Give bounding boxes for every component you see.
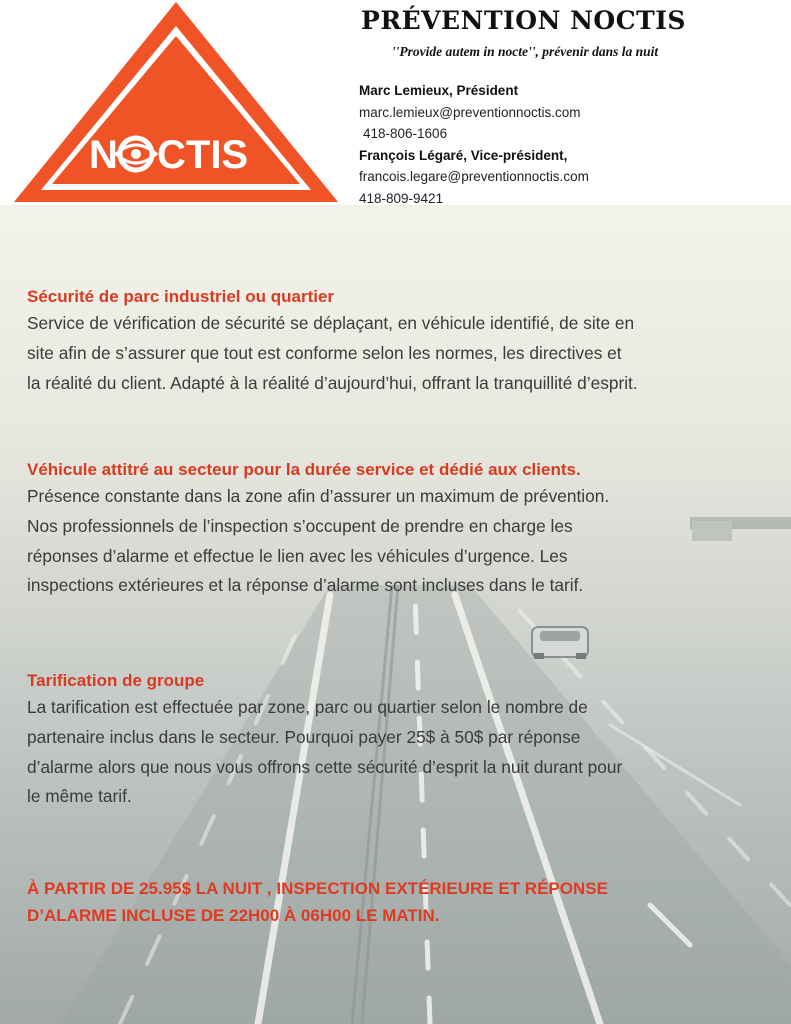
contact-email: marc.lemieux@preventionnoctis.com — [359, 104, 581, 120]
contact-phone: 418-809-9421 — [359, 190, 444, 206]
section-body — [27, 309, 638, 398]
svg-text:CTIS: CTIS — [157, 133, 249, 177]
section-body — [27, 482, 609, 601]
contact-block — [359, 80, 589, 209]
body-line: La tarification est effectuée par zone, parc ou quartier selon le nombre de — [27, 697, 588, 717]
noctis-logo — [10, 0, 342, 204]
body-line: partenaire inclus dans le secteur. Pourquoi payer 25$ à 50$ par réponse — [27, 726, 581, 747]
pricing-promo — [27, 875, 608, 929]
letterhead — [0, 0, 791, 205]
section-heading: Tarification de groupe — [27, 671, 205, 690]
body-line: d’alarme alors que nous vous offrons cette sécurité d’esprit la nuit durant pour — [27, 756, 623, 777]
promo-line: À PARTIR DE 25.95$ LA NUIT , INSPECTION EXTÉRIEURE ET RÉPONSE — [27, 879, 608, 898]
brand-title: PRÉVENTION NOCTIS — [361, 6, 686, 35]
contact-name: François Légaré, Vice-président, — [359, 147, 568, 163]
body-line: Nos professionnels de l’inspection s’occupent de prendre en charge les — [27, 515, 573, 536]
section-body — [27, 693, 622, 812]
service-section — [27, 458, 609, 601]
svg-text:N: N — [89, 133, 118, 177]
service-section — [27, 285, 638, 398]
contact-email: francois.legare@preventionnoctis.com — [359, 169, 589, 184]
section-heading: Véhicule attitré au secteur pour la durée service et dédié aux clients. — [27, 460, 581, 479]
promo-line: D’ALARME INCLUSE DE 22H00 À 06H00 LE MATIN. — [27, 906, 440, 925]
section-heading: Sécurité de parc industriel ou quartier — [27, 287, 335, 306]
body-line: réponses d’alarme et effectue le lien avec les véhicules d’urgence. Les — [27, 545, 568, 566]
brand-motto: ''Provide autem in nocte'', prévenir dans la nuit — [391, 44, 659, 59]
body-line: Service de vérification de sécurité se déplaçant, en véhicule identifié, de site en — [27, 313, 635, 333]
contact-phone: 418-806-1606 — [363, 126, 448, 141]
body-line: inspections extérieures et la réponse d’alarme sont incluses dans le tarif. — [27, 575, 584, 596]
body-line: site afin de s’assurer que tout est conforme selon les normes, les directives et — [27, 342, 622, 363]
body-line: la réalité du client. Adapté à la réalité d’aujourd’hui, offrant la tranquillité d’esprit. — [27, 372, 638, 393]
body-line: le même tarif. — [27, 786, 132, 807]
contact-name: Marc Lemieux, Président — [359, 83, 519, 98]
body-line: Présence constante dans la zone afin d’assurer un maximum de prévention. — [27, 486, 610, 506]
service-section — [27, 669, 622, 812]
